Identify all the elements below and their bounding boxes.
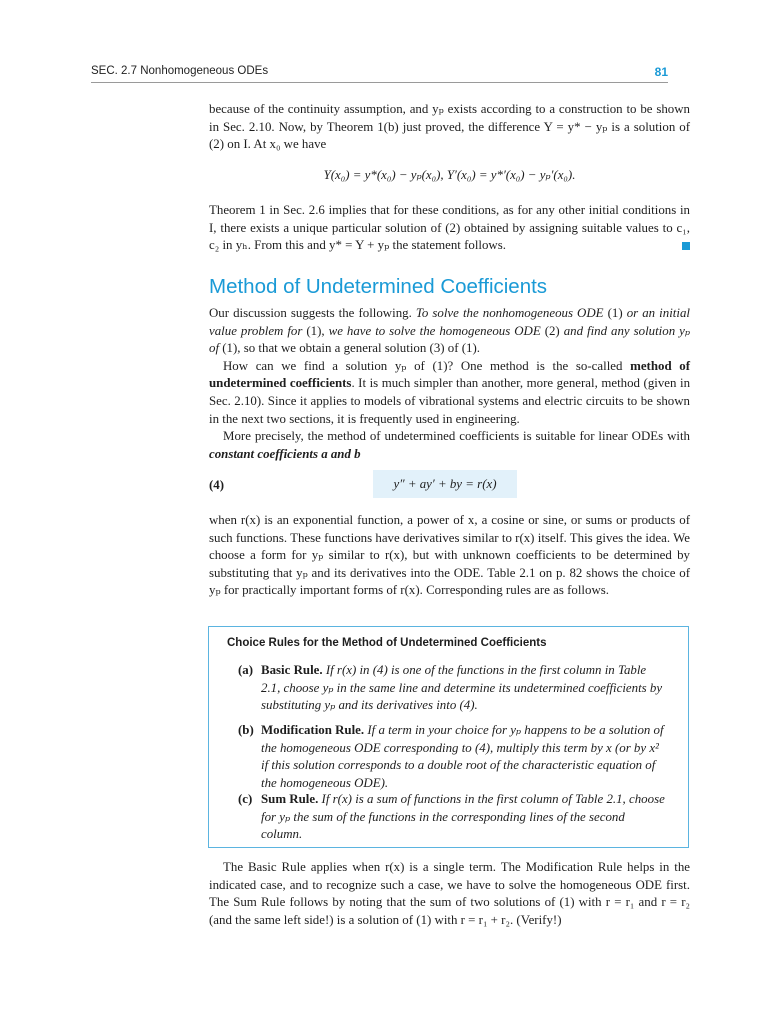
rule-modification <box>238 722 668 792</box>
running-head-section: SEC. 2.7 Nonhomogeneous ODEs <box>91 65 269 77</box>
rule-text: If r(x) in (4) is one of the functions in the first column in Table 2.1, choose yₚ in the same line and determine its undetermined coefficients by substituting yₚ and its derivatives into (4). <box>261 663 663 712</box>
text-run-italic: or an initial value problem for <box>209 306 690 338</box>
equation-4-label: (4) <box>209 478 225 492</box>
text-run: (1), so that we obtain a general solution (3) of (1). <box>219 341 480 356</box>
text-run-bold: method of undetermined coefficients <box>209 358 691 391</box>
text-run: . It is much simpler than another, more general, method (given in Sec. 2.10). Since it applies to models of vibrational systems and electric circuits to be shown in the next two sections, it is frequently used in engineering. <box>209 376 691 426</box>
text-run: (1) <box>603 306 627 320</box>
text-run: (1), <box>302 323 329 338</box>
rule-name: Basic Rule. <box>261 663 323 677</box>
paragraph-theorem <box>209 202 690 255</box>
qed-square-icon <box>682 242 690 250</box>
rule-text: If r(x) is a sum of functions in the first column of Table 2.1, choose for yₚ the sum of the functions in the corresponding lines of the second column. <box>261 792 665 841</box>
rule-name: Modification Rule. <box>261 723 365 737</box>
rule-label: (b) <box>238 723 254 737</box>
rule-label: (c) <box>238 792 253 806</box>
text-run-italic: we have to solve the homogeneous ODE <box>328 323 541 338</box>
rule-basic <box>238 662 668 715</box>
choice-rules-title: Choice Rules for the Method of Undetermined Coefficients <box>227 637 547 649</box>
paragraph-rules-explanation <box>209 859 690 929</box>
paragraph-text: The Basic Rule applies when r(x) is a single term. The Modification Rule helps in the indicated case, and to recognize such a case, we have to solve the homogeneous ODE first. The Sum Rule follows by noting that the sum of two solutions of (1) with r = r₁ and r = r₂ (and the same left side!) is a solution of (1) with r = r₁ + r₂. (Verify!) <box>209 860 690 927</box>
text-run: More precisely, the method of undetermined coefficients is suitable for linear ODEs with <box>223 429 690 444</box>
text-run: (2) <box>540 323 564 338</box>
header-rule <box>91 82 668 83</box>
paragraph-text: when r(x) is an exponential function, a power of x, a cosine or sine, or sums or products of such functions. These functions have derivatives similar to r(x) itself. This gives the idea. We choose a form for yₚ similar to r(x), but with unknown coefficients to be determined by substituting that yₚ and its derivatives into the ODE. Table 2.1 on p. 82 shows the choice of yₚ for practically important forms of r(x). Corresponding rules are as follows. <box>209 513 690 598</box>
section-heading: Method of Undetermined Coefficients <box>209 275 548 298</box>
text-run: Our discussion suggests the following. <box>209 306 416 320</box>
paragraph-text: because of the continuity assumption, and yₚ exists according to a construction to be shown in Sec. 2.10. Now, by Theorem 1(b) just proved, the difference Y = y* − yₚ is a solution of (2) on I. At x₀ we have <box>209 102 690 152</box>
equation-initial-conditions: Y(x₀) = y*(x₀) − yₚ(x₀), Y′(x₀) = y*′(x₀) − yₚ′(x₀). <box>323 168 576 182</box>
rule-text: If a term in your choice for yₚ happens to be a solution of the homogeneous ODE corresponding to (4), multiply this term by x (or by x² if this solution corresponds to a double root of the characteristic equation of the homogeneous ODE). <box>261 723 664 790</box>
rule-name: Sum Rule. <box>261 792 319 806</box>
page-number: 81 <box>654 65 668 79</box>
choice-rules-box <box>208 626 689 848</box>
equation-4-box: y″ + ay′ + by = r(x) <box>373 470 517 498</box>
running-head <box>91 63 668 83</box>
paragraph-continuity <box>209 101 690 154</box>
paragraph-functions <box>209 512 690 600</box>
rule-sum <box>238 791 668 844</box>
rule-label: (a) <box>238 663 254 677</box>
text-run-bold-italic: constant coefficients a and b <box>209 446 361 461</box>
paragraph-discussion <box>209 305 690 463</box>
text-run: How can we find a solution yₚ of (1)? One method is the so-called <box>223 358 631 373</box>
text-run-italic: To solve the nonhomogeneous ODE <box>415 306 604 320</box>
text-run-italic: and find any solution yₚ of <box>209 323 691 356</box>
paragraph-text: Theorem 1 in Sec. 2.6 implies that for these conditions, as for any other initial conditions in I, there exists a unique particular solution of (2) obtained by assigning suitable values to c₁, c₂ in yₕ. From this and y* = Y + yₚ the statement follows. <box>209 203 690 253</box>
